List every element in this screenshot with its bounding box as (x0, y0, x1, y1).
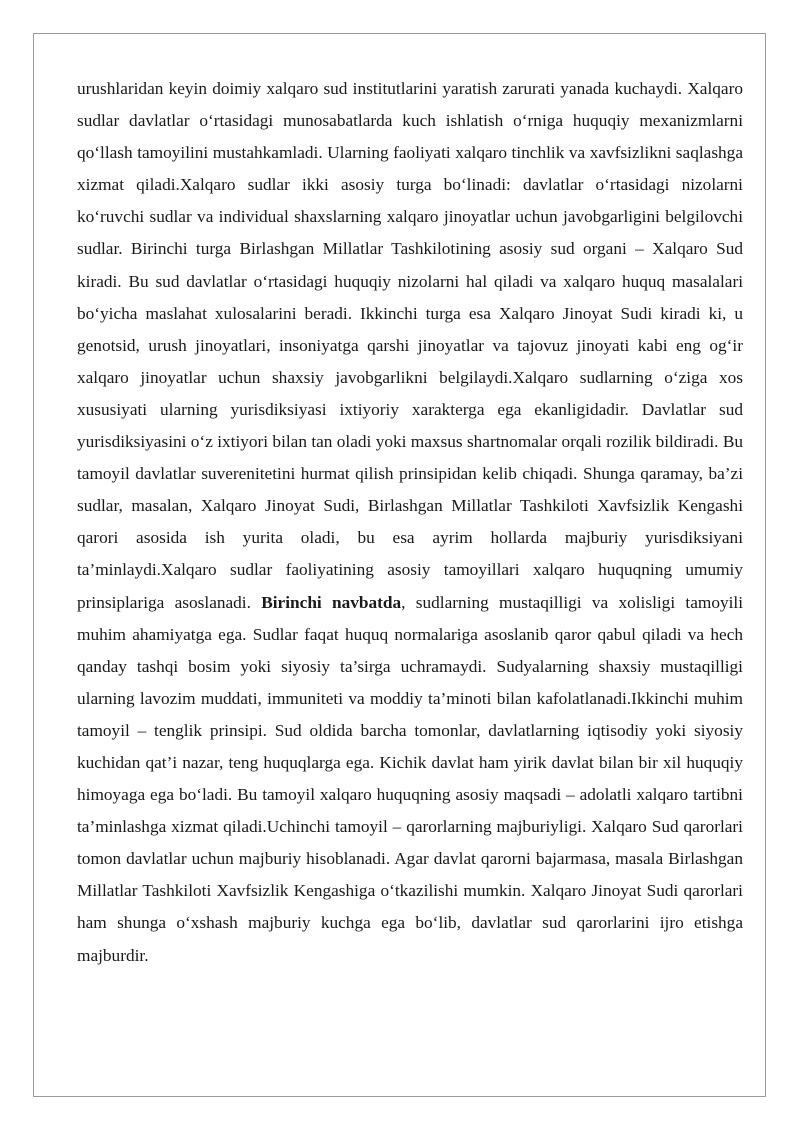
body-paragraph (77, 73, 743, 972)
document-body (77, 73, 743, 972)
paragraph-text-part1: urushlaridan keyin doimiy xalqaro sud institutlarini yaratish zarurati yanada kuchaydi. Xalqaro sudlar davlatlar o‘rtasidagi munosabatlarda kuch ishlatish o‘rniga huquqiy mexanizmlarni qo‘llash tamoyilini mustahkamladi. Ularning faoliyati xalqaro tinchlik va xavfsizlikni saqlashga xizmat qiladi.Xalqaro sudlar ikki asosiy turga bo‘linadi: davlatlar o‘rtasidagi nizolarni ko‘ruvchi sudlar va individual shaxslarning xalqaro jinoyatlar uchun javobgarligini belgilovchi sudlar. Birinchi turga Birlashgan Millatlar Tashkilotining asosiy sud organi – Xalqaro Sud kiradi. Bu sud davlatlar o‘rtasidagi huquqiy nizolarni hal qiladi va xalqaro huquq masalalari bo‘yicha maslahat xulosalarini beradi. Ikkinchi turga esa Xalqaro Jinoyat Sudi kiradi ki, u genotsid, urush jinoyatlari, insoniyatga qarshi jinoyatlar va tajovuz jinoyati kabi eng og‘ir xalqaro jinoyatlar uchun shaxsiy javobgarlikni belgilaydi.Xalqaro sudlarning o‘ziga xos xususiyati ularning yurisdiksiyasi ixtiyoriy xarakterga ega ekanligidadir. Davlatlar sud yurisdiksiyasini o‘z ixtiyori bilan tan oladi yoki maxsus shartnomalar orqali rozilik bildiradi. Bu tamoyil davlatlar suverenitetini hurmat qilish prinsipidan kelib chiqadi. Shunga qaramay, ba’zi sudlar, masalan, Xalqaro Jinoyat Sudi, Birlashgan Millatlar Tashkiloti Xavfsizlik Kengashi qarori asosida ish yurita oladi, bu esa ayrim hollarda majburiy yurisdiksiyani ta’minlaydi.Xalqaro sudlar faoliyatining asosiy tamoyillari xalqaro huquqning umumiy prinsiplariga asoslanadi. (77, 79, 743, 612)
paragraph-text-part2: , sudlarning mustaqilligi va xolisligi tamoyili muhim ahamiyatga ega. Sudlar faqat huquq normalariga asoslanib qaror qabul qiladi va hech qanday tashqi bosim yoki siyosiy ta’sirga uchramaydi. Sudyalarning shaxsiy mustaqilligi ularning lavozim muddati, immuniteti va moddiy ta’minoti bilan kafolatlanadi.Ikkinchi muhim tamoyil – tenglik prinsipi. Sud oldida barcha tomonlar, davlatlarning iqtisodiy yoki siyosiy kuchidan qat’i nazar, teng huquqlarga ega. Kichik davlat ham yirik davlat bilan bir xil huquqiy himoyaga ega bo‘ladi. Bu tamoyil xalqaro huquqning asosiy maqsadi – adolatli xalqaro tartibni ta’minlashga xizmat qiladi.Uchinchi tamoyil – qarorlarning majburiyligi. Xalqaro Sud qarorlari tomon davlatlar uchun majburiy hisoblanadi. Agar davlat qarorni bajarmasa, masala Birlashgan Millatlar Tashkiloti Xavfsizlik Kengashiga o‘tkazilishi mumkin. Xalqaro Jinoyat Sudi qarorlari ham shunga o‘xshash majburiy kuchga ega bo‘lib, davlatlar sud qarorlarini ijro etishga majburdir. (77, 592, 744, 965)
bold-phrase: Birinchi navbatda (261, 592, 402, 612)
